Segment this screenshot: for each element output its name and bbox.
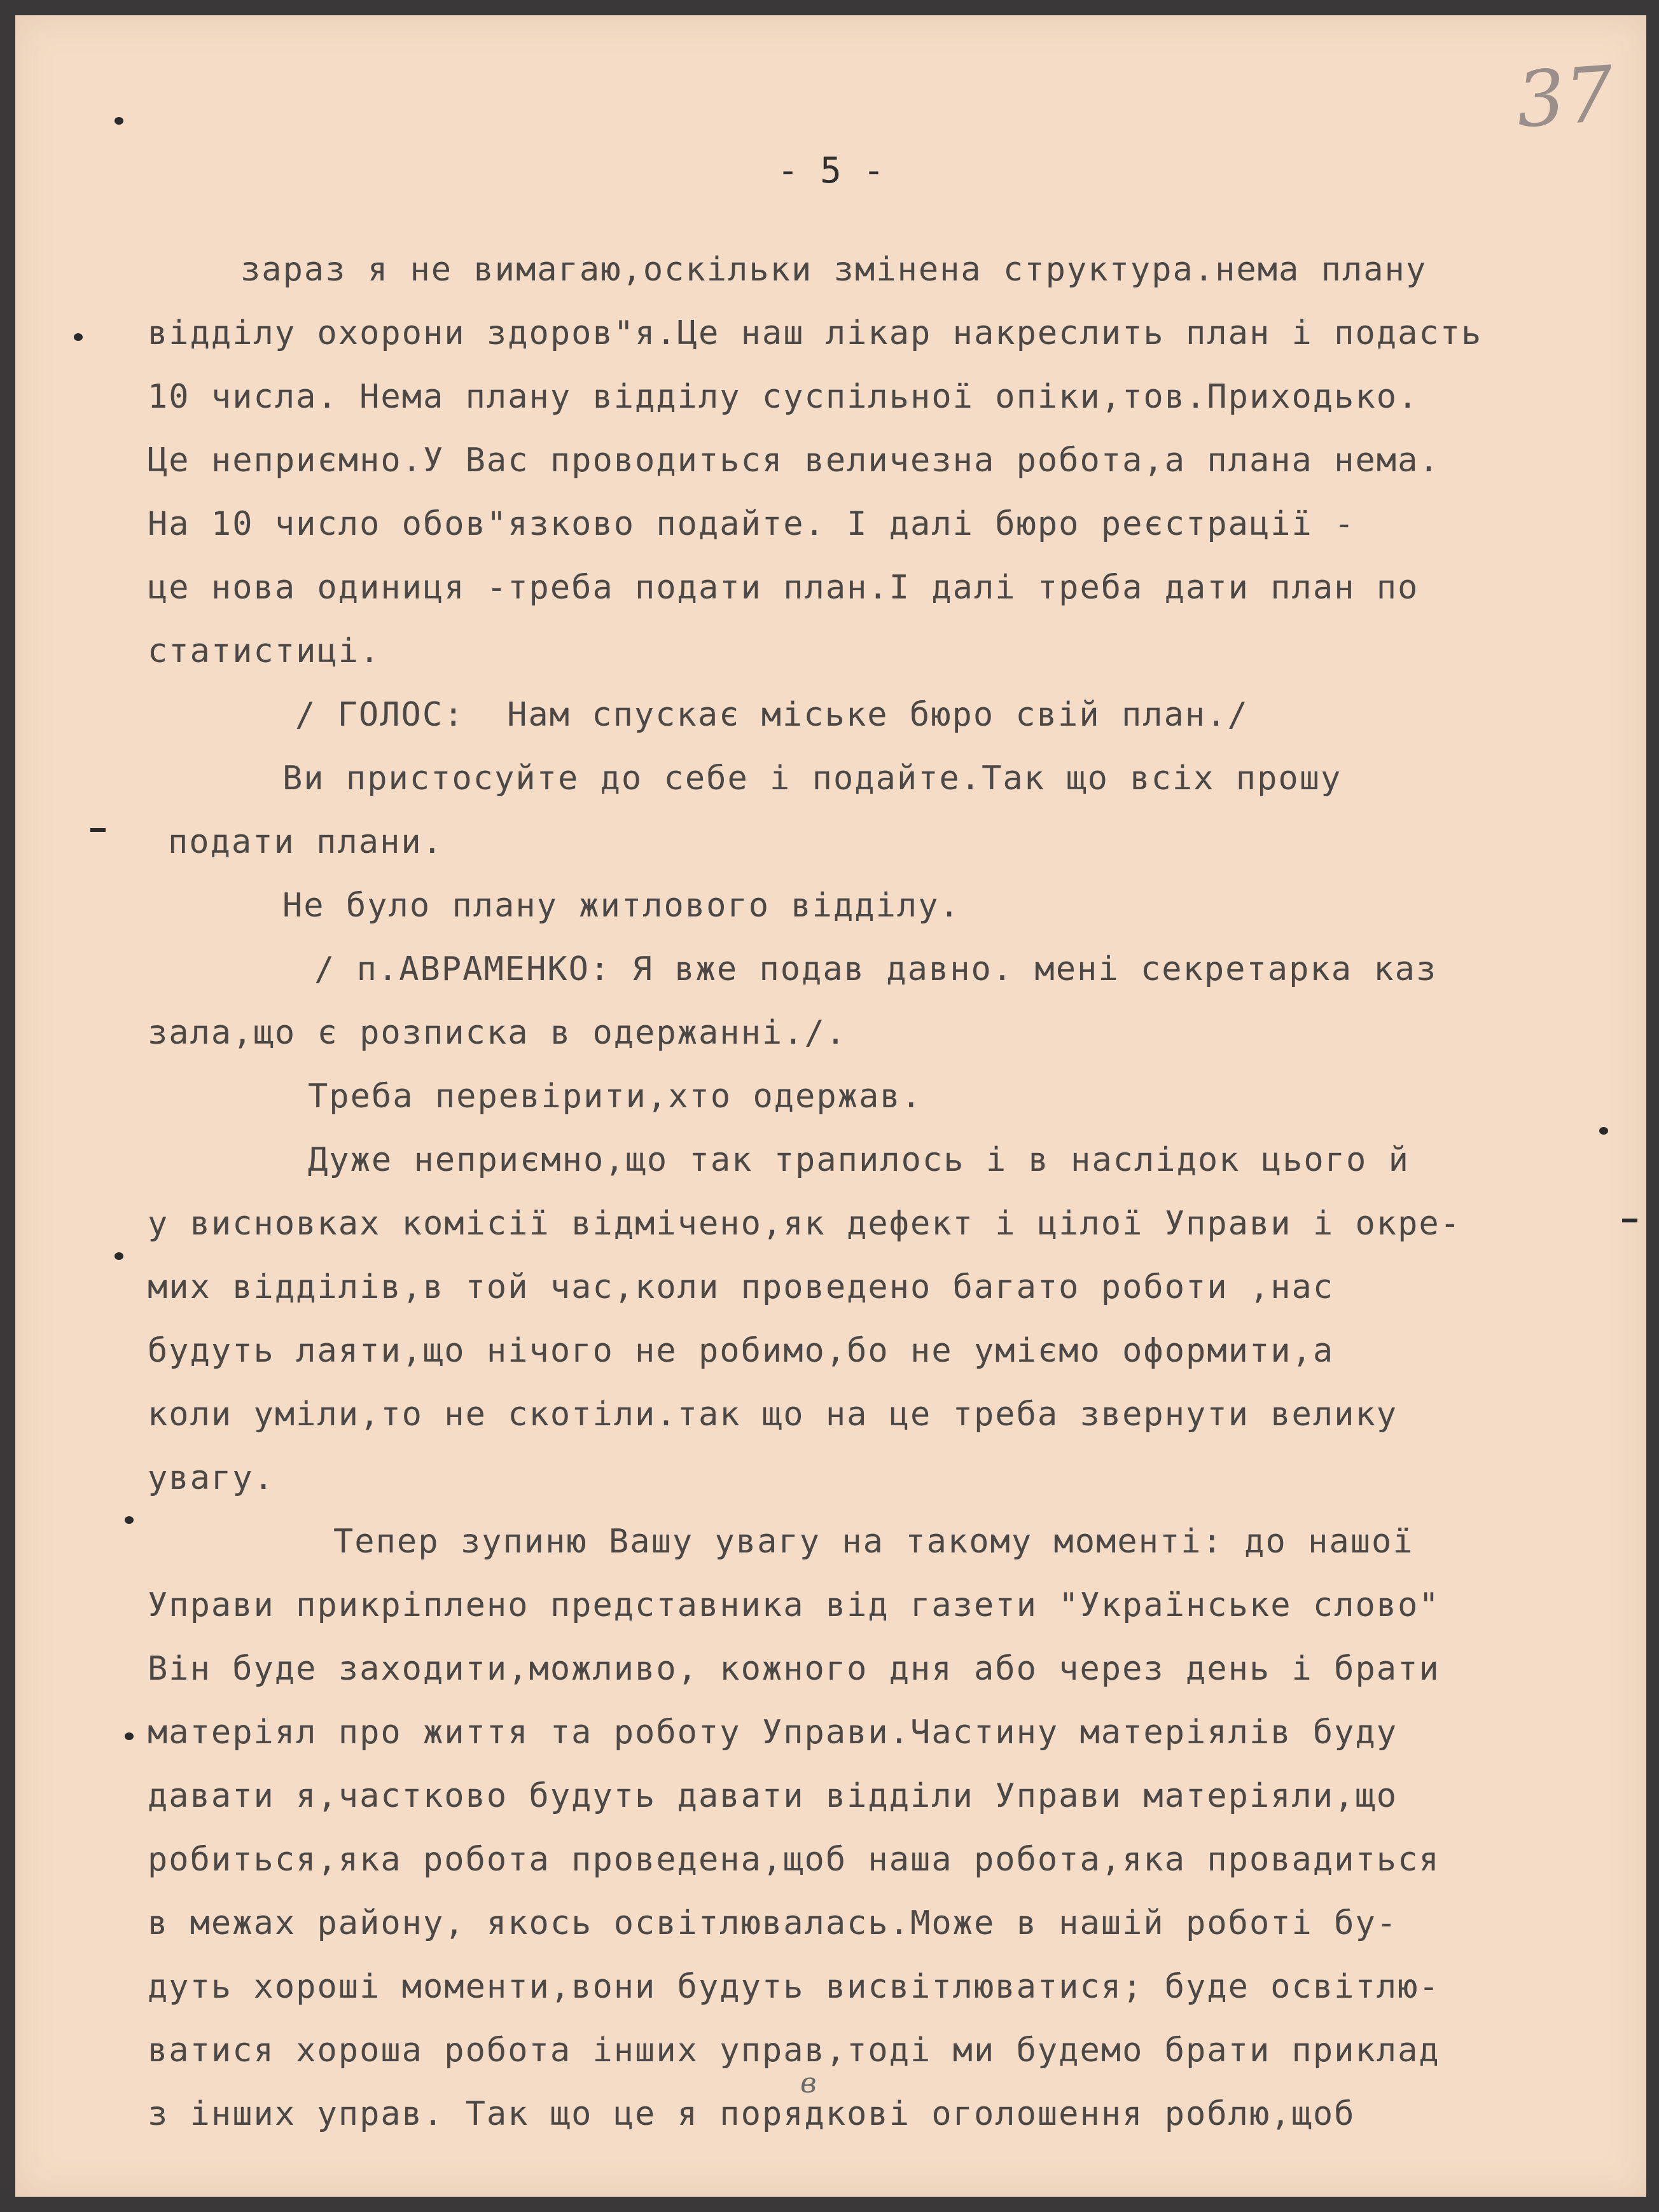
text-line: відділу охорони здоров"я.Це наш лікар накреслить план і подасть bbox=[148, 314, 1483, 352]
page-number: - 5 - bbox=[777, 150, 885, 191]
ink-speck bbox=[74, 333, 83, 341]
text-line: Управи прикріплено представника від газети "Українське слово" bbox=[148, 1586, 1440, 1624]
text-line: мих відділів,в той час,коли проведено багато роботи ,нас bbox=[148, 1268, 1335, 1306]
text-line: статистиці. bbox=[148, 632, 381, 670]
text-line: увагу. bbox=[148, 1459, 275, 1497]
text-line: Він буде заходити,можливо, кожного дня або через день і брати bbox=[148, 1650, 1440, 1688]
text-line: робиться,яка робота проведена,щоб наша робота,яка провадиться bbox=[148, 1841, 1440, 1879]
text-line: / ГОЛОС: Нам спускає міське бюро свій план./ bbox=[295, 696, 1249, 734]
text-line: це нова одиниця -треба подати план.І далі треба дати план по bbox=[148, 569, 1419, 607]
text-line: будуть лаяти,що нічого не робимо,бо не уміємо оформити,а bbox=[148, 1332, 1335, 1370]
text-line: коли уміли,то не скотіли.так що на це треба звернути велику bbox=[148, 1395, 1398, 1434]
archive-page-number: 37 bbox=[1513, 50, 1617, 146]
text-line: Треба перевірити,хто одержав. bbox=[308, 1077, 922, 1116]
document-page bbox=[15, 15, 1646, 2197]
text-line: ватися хороша робота інших управ,тоді ми будемо брати приклад bbox=[148, 2031, 1440, 2070]
ink-speck bbox=[1599, 1127, 1608, 1135]
text-line: в межах району, якось освітлювалась.Може в нашій роботі бу- bbox=[148, 1904, 1398, 1942]
text-line: у висновках комісії відмічено,як дефект і цілої Управи і окре- bbox=[148, 1205, 1462, 1243]
text-line: Ви пристосуйте до себе і подайте.Так що всіх прошу bbox=[282, 759, 1342, 798]
text-line: На 10 число обов"язково подайте. І далі бюро реєстрації - bbox=[148, 505, 1356, 543]
text-line: зараз я не вимагаю,оскільки змінена структура.нема плану bbox=[240, 251, 1427, 289]
text-line: з інших управ. Так що це я порядкові оголошення роблю,щоб bbox=[148, 2095, 1356, 2133]
text-line: подати плани. bbox=[168, 823, 443, 861]
text-line: Тепер зупиню Вашу увагу на такому моменті: до нашої bbox=[333, 1523, 1414, 1561]
text-line: Це неприємно.У Вас проводиться величезна робота,а плана нема. bbox=[148, 441, 1440, 480]
text-line: 10 числа. Нема плану відділу суспільної опіки,тов.Приходько. bbox=[148, 378, 1419, 416]
text-line: дуть хороші моменти,вони будуть висвітлюватися; буде освітлю- bbox=[148, 1968, 1440, 2006]
text-line: / п.АВРАМЕНКО: Я вже подав давно. мені секретарка каз bbox=[314, 950, 1438, 988]
margin-dash bbox=[90, 828, 106, 832]
ink-speck bbox=[125, 1732, 134, 1740]
text-line: Дуже неприємно,що так трапилось і в наслідок цього й bbox=[308, 1141, 1410, 1179]
text-line: зала,що є розписка в одержанні./. bbox=[148, 1014, 847, 1052]
text-line: давати я,частково будуть давати відділи Управи матеріяли,що bbox=[148, 1777, 1398, 1815]
margin-dash bbox=[1622, 1219, 1637, 1222]
text-line: матеріял про життя та роботу Управи.Частину матеріялів буду bbox=[148, 1713, 1398, 1752]
handwritten-insert: в bbox=[800, 2067, 817, 2099]
ink-speck bbox=[115, 117, 123, 125]
ink-speck bbox=[125, 1516, 134, 1524]
text-line: Не було плану житлового відділу. bbox=[282, 887, 961, 925]
ink-speck bbox=[115, 1252, 123, 1260]
